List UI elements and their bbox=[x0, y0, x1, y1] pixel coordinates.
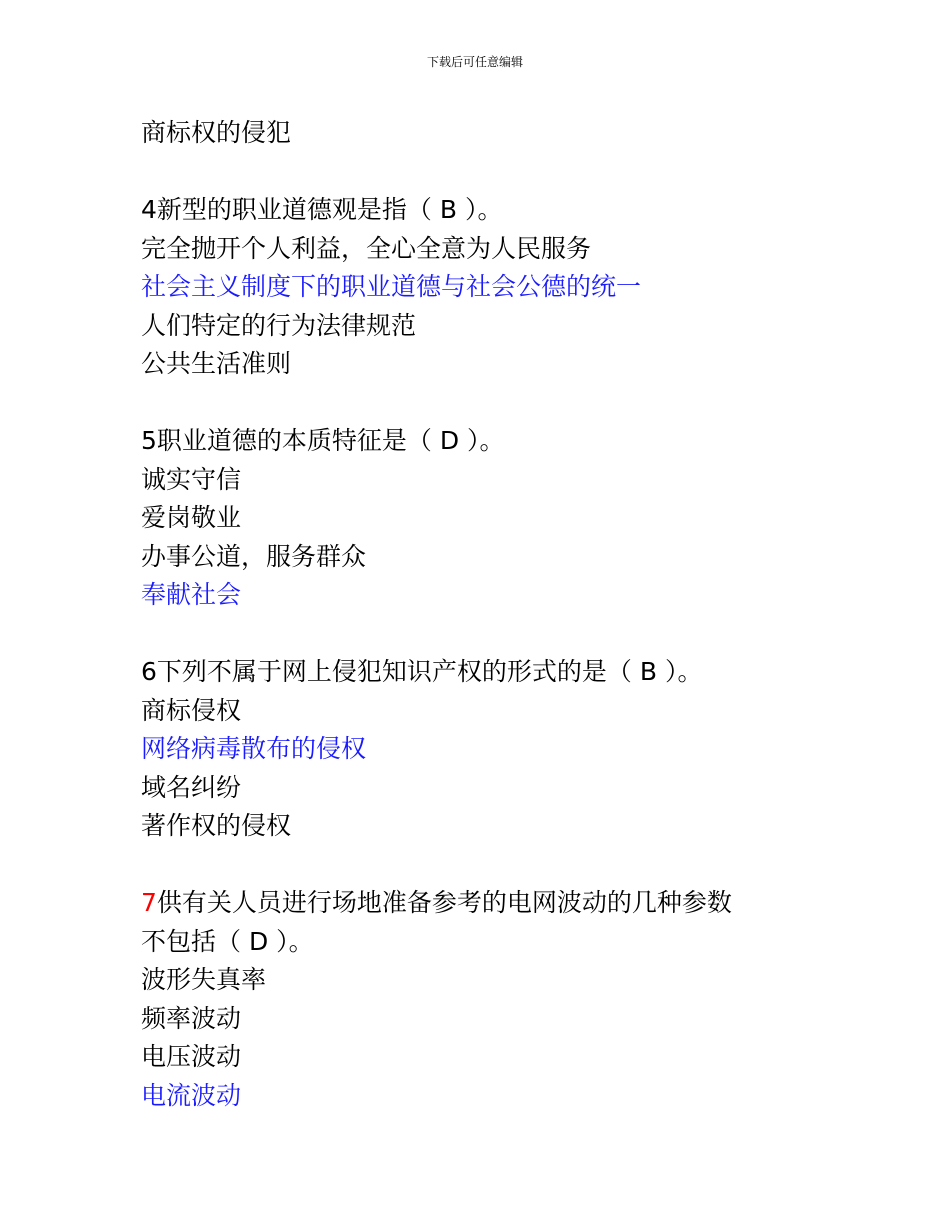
q5-option-a: 诚实守信 bbox=[141, 464, 242, 494]
spacer bbox=[141, 615, 841, 654]
q6-option-a: 商标侵权 bbox=[141, 695, 242, 725]
question-5-stem: 5职业道德的本质特征是（ D ）。 bbox=[141, 426, 505, 455]
q7-option-d-answer: 电流波动 bbox=[141, 1080, 242, 1110]
question-7-stem-line1 bbox=[141, 884, 841, 923]
q5-option-d-answer: 奉献社会 bbox=[141, 580, 242, 609]
q5-option-c: 办事公道，服务群众 bbox=[141, 541, 367, 571]
q6-option-c: 域名纠纷 bbox=[141, 772, 242, 802]
q6-option-b-answer: 网络病毒散布的侵权 bbox=[141, 734, 367, 763]
q4-option-d: 公共生活准则 bbox=[141, 349, 292, 378]
page-header: 下载后可任意编辑 bbox=[426, 55, 523, 69]
q7-option-c: 电压波动 bbox=[141, 1042, 242, 1071]
q6-option-d: 著作权的侵权 bbox=[141, 811, 292, 840]
q5-option-b: 爱岗敬业 bbox=[141, 503, 242, 532]
q4-option-a: 完全抛开个人利益，全心全意为人民服务 bbox=[141, 233, 592, 263]
spacer bbox=[141, 384, 841, 423]
question-7-number: 7 bbox=[141, 888, 157, 917]
first-line: 商标权的侵犯 bbox=[141, 118, 292, 147]
spacer bbox=[141, 846, 841, 885]
q4-option-b-answer: 社会主义制度下的职业道德与社会公德的统一 bbox=[141, 272, 642, 301]
question-4-stem: 4新型的职业道德观是指（ B ）。 bbox=[141, 195, 503, 224]
question-6-stem: 6下列不属于网上侵犯知识产权的形式的是（ B ）。 bbox=[141, 657, 703, 686]
question-7-stem-text: 供有关人员进行场地准备参考的电网波动的几种参数 bbox=[156, 888, 732, 917]
spacer bbox=[141, 153, 841, 192]
q4-option-c: 人们特定的行为法律规范 bbox=[141, 310, 417, 340]
document-body bbox=[141, 114, 841, 1115]
question-7-stem-line2: 不包括（ D ）。 bbox=[141, 926, 314, 956]
q7-option-b: 频率波动 bbox=[141, 1003, 242, 1033]
q7-option-a: 波形失真率 bbox=[141, 965, 267, 994]
